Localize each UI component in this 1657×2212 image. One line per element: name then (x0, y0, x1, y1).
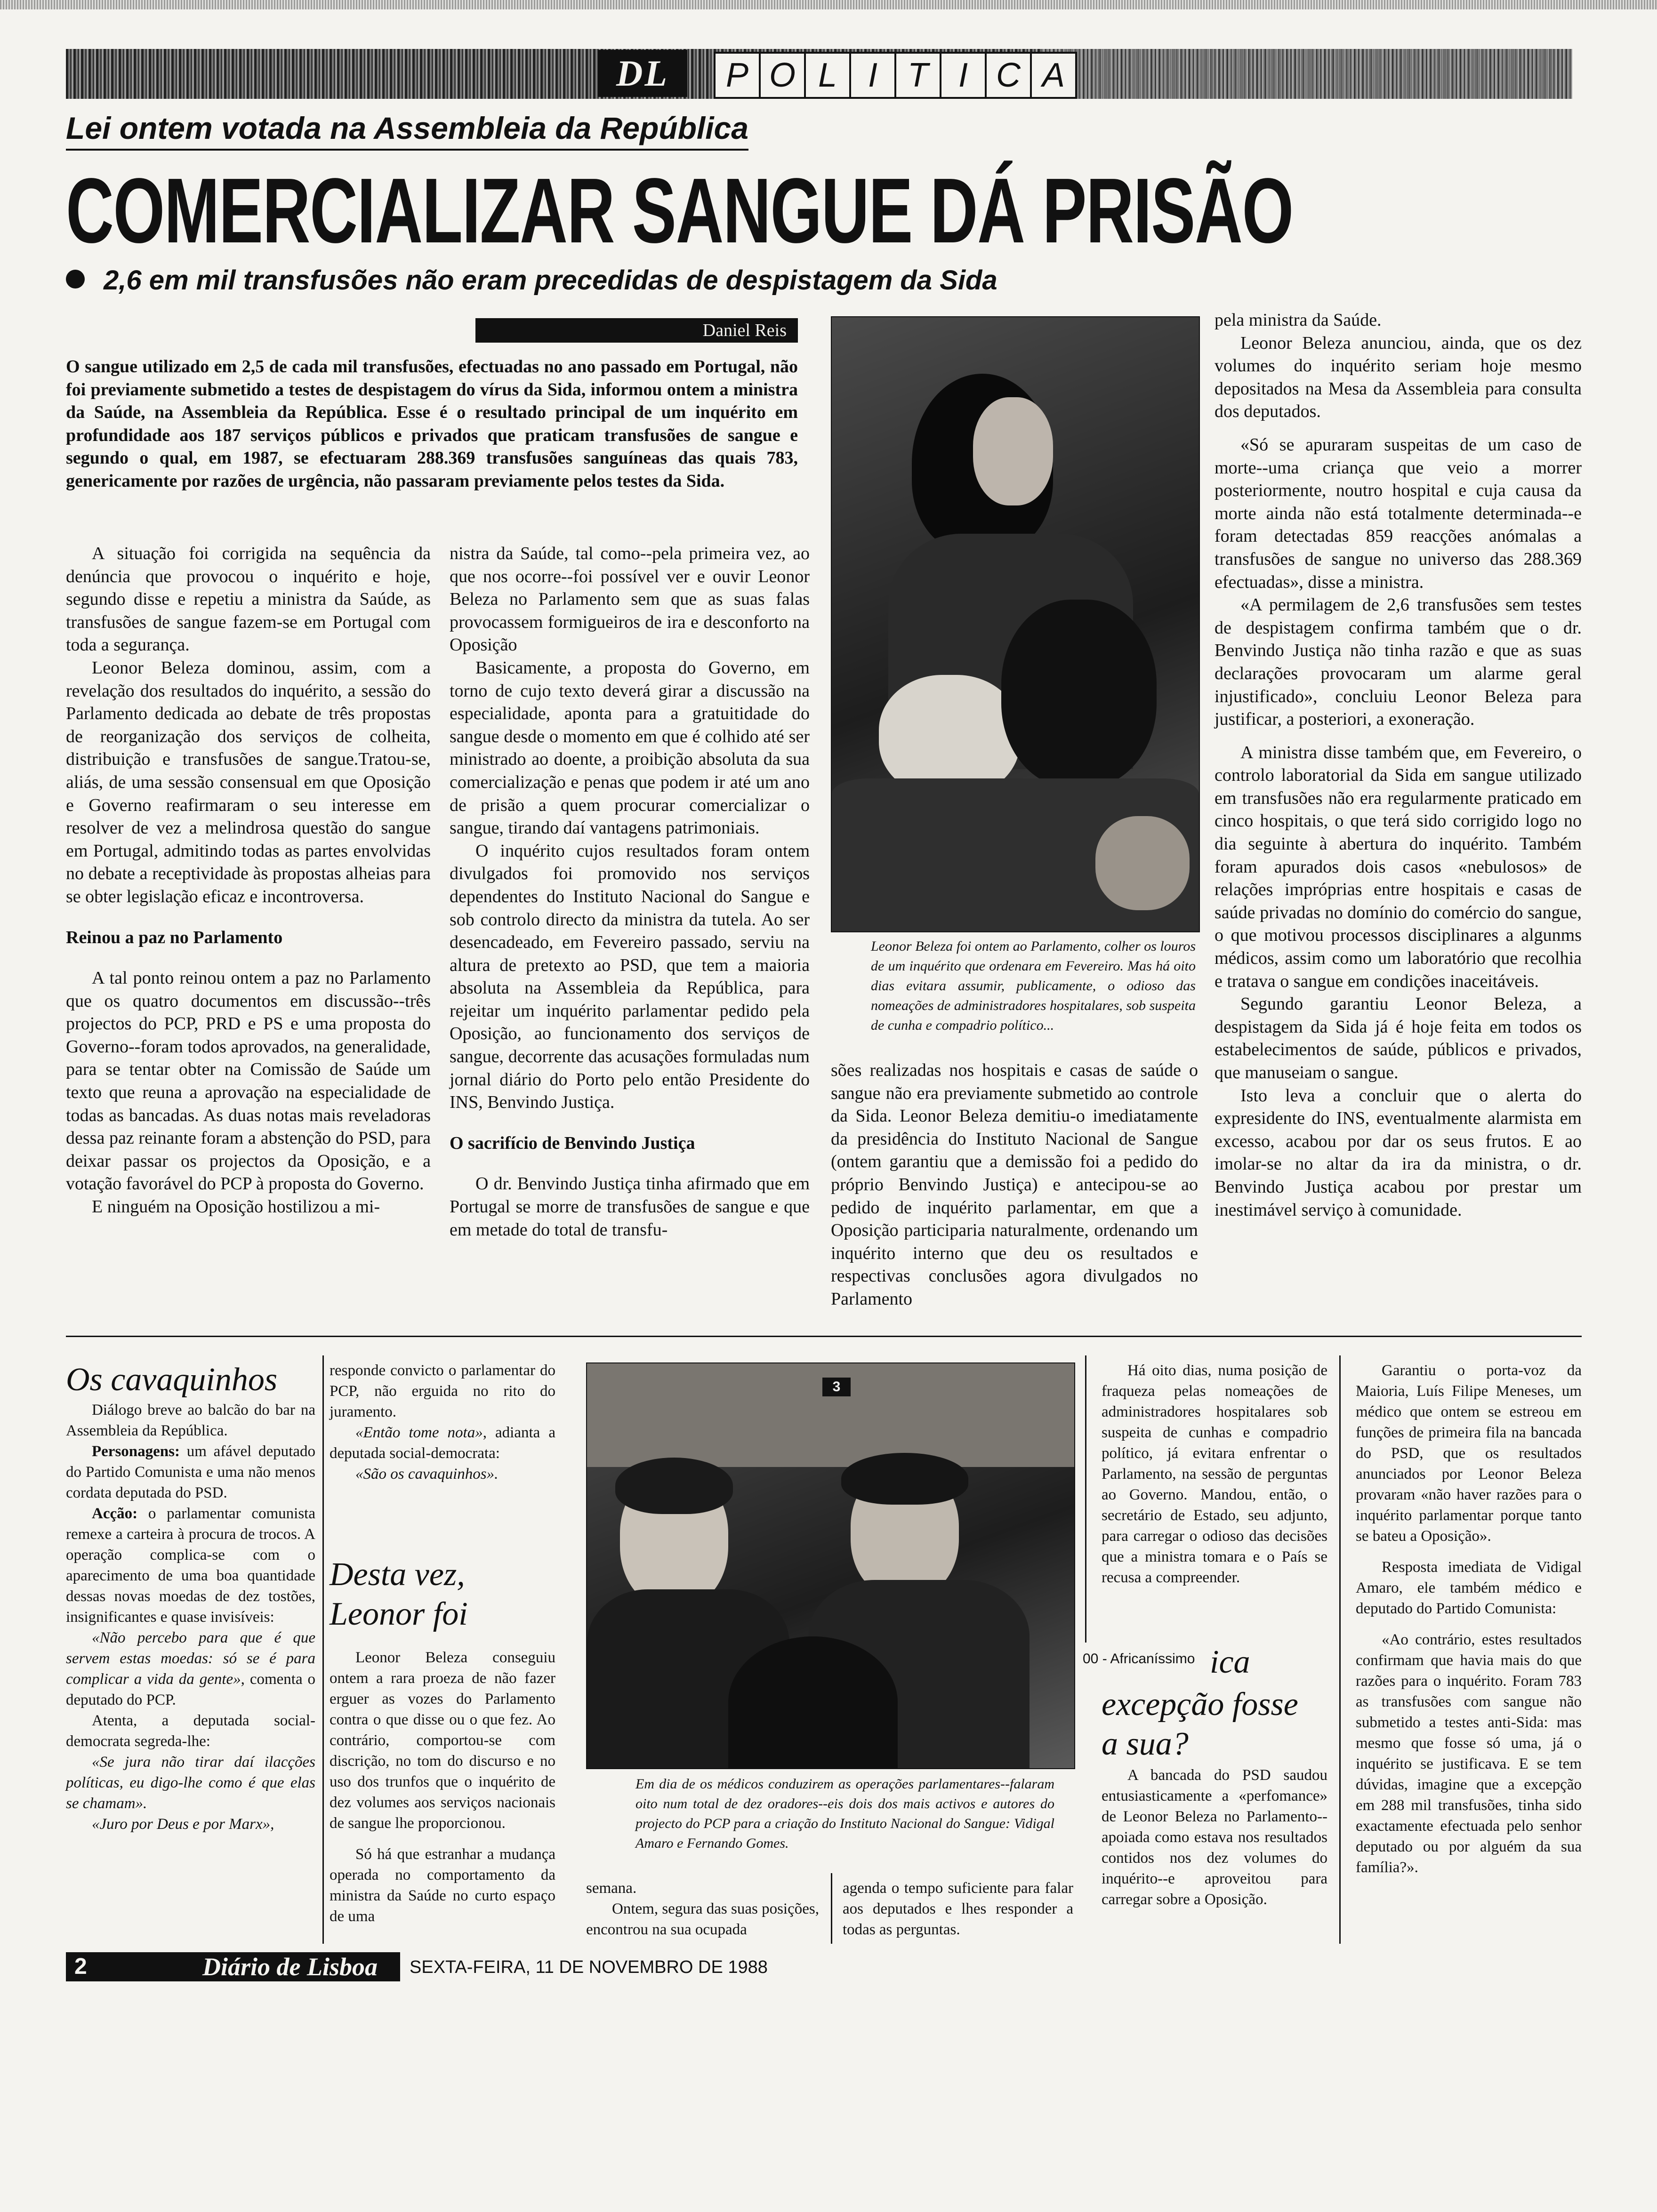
paragraph: «Juro por Deus e por Marx», (92, 1816, 274, 1833)
column-divider (322, 1355, 324, 1944)
photo-deputies (586, 1362, 1075, 1769)
lead-paragraph: O sangue utilizado em 2,5 de cada mil transfusões, efectuadas no ano passado em Portugal, não foi previamente submetido a testes de despistagem do vírus da Sida, informou ontem a ministra da Saúde, na Assembleia da República. Esse é o resultado principal de um inquérito em profundidade aos 187 serviços públicos e privados que praticam transfusões de sangue e segundo o qual, em 1987, se efectuaram 288.369 transfusões sanguíneas das quais 783, genericamente por razões de urgência, não passaram previamente pelos testes da Sida. (66, 357, 798, 491)
paragraph: Ontem, segura das suas posições, encontrou na sua ocupada (586, 1900, 819, 1938)
section-letter: C (985, 52, 1032, 99)
subheading: O sacrifício de Benvindo Justiça (450, 1133, 695, 1153)
paragraph (66, 1627, 315, 1710)
paragraph: Só há que estranhar a mudança operada no comportamento da ministra da Saúde no curto espaço de uma (330, 1846, 555, 1925)
column-divider (1085, 1355, 1086, 1643)
paragraph: E ninguém na Oposição hostilizou a mi- (92, 1197, 380, 1217)
text: um afável deputado do Partido Comunista e uma não menos cordata deputada do PSD. (66, 1443, 315, 1501)
paragraph: A tal ponto reinou ontem a paz no Parlamento que os quatro documentos em discussão--três projectos do PCP, PRD e PS e uma proposta do Governo--foram todos aprovados, na generalidade, para se tentar obter na Comissão de Saúde um texto que reuna a aprovação na especialidade de todas as bancadas. As duas notas mais reveladoras dessa paz reinante foram a abstenção do PSD, para deixar passar os projectos da Oposição, e a votação favorável do PCP à proposta do Governo. (66, 968, 431, 1194)
paragraph: «A permilagem de 2,6 transfusões sem testes de despistagem confirma também que o dr. Benvindo Justiça não tinha razão e que as suas declarações provocaram um alarme geral injustificado», concluiu Leonor Beleza para justificar, a posteriori, a exoneração. (1215, 595, 1582, 729)
paragraph: A situação foi corrigida na sequência da denúncia que provocou o inquérito e hoje, segundo disse e repetiu a ministra da Saúde, as transfusões de sangue fazem-se em Portugal com toda a segurança. (66, 544, 431, 655)
seat-number: 3 (822, 1378, 851, 1396)
section-letter: A (1030, 52, 1077, 99)
paragraph: Garantiu o porta-voz da Maioria, Luís Filipe Meneses, um médico que ontem se estreou em funções de primeira fila na bancada do PSD, que os resultados anunciados por Leonor Beleza provaram «não haver razões para o inquérito parlamentar porque tanto se bateu a Oposição». (1356, 1362, 1582, 1545)
column-divider (831, 1873, 832, 1944)
paragraph: Leonor Beleza dominou, assim, com a revelação dos resultados do inquérito, a sessão do Parlamento dedicada ao debate de três propostas de reorganização dos serviços de colheita, distribuição e transfusões de sangue.Tratou-se, aliás, de uma sessão consensual em que Oposição e Governo reafirmaram o seu interesse em resolver de vez a melindrosa questão do sangue em Portugal, admitindo todas as partes envolvidas no debate a receptividade às propostas alheias para se obter legislação eficaz e incontroversa. (66, 657, 431, 906)
sidebar-title-end: ica (1210, 1644, 1250, 1680)
paragraph: Resposta imediata de Vidigal Amaro, ele também médico e deputado do Partido Comunista: (1356, 1559, 1582, 1617)
paragraph: Basicamente, a proposta do Governo, em torno de cujo texto deverá girar a discussão na especialidade, aponta para a gratuitidade do sangue desde o momento em que é colhido até ser ministrado ao doente, a proibição absoluta da sua comercialização e penas que podem ir até um ano de prisão a quem procurar comercializar o sangue, tirando daí vantagens patrimoniais. (450, 657, 810, 838)
section-letter: T (894, 52, 941, 99)
paragraph (66, 1441, 315, 1503)
paragraph: «Só se apuraram suspeitas de um caso de morte--uma criança que veio a morrer posteriormente, noutro hospital e cuja causa da morte ainda não está totalmente determinada--e foram detectadas 859 reacções anómalas a transfusões de sangue no universo das 288.369 efectuadas», disse a ministra. (1215, 434, 1582, 592)
paragraph: «Ao contrário, estes resultados confirmam que havia mais do que razões para o inquérito. Foram 783 as transfusões com sangue não submetido a testes anti-Sida: mas mesmo que fosse só uma, já o inquérito se justificava. E se tem dúvidas, imagine que a excepção em 288 mil transfusões, tinha sido exactamente efectuada pelo senhor deputado ou por alguém da sua família?». (1356, 1631, 1582, 1876)
footer-bar (66, 1952, 400, 1981)
section-band-right (1040, 49, 1572, 99)
desta-vez-cont (586, 1878, 819, 1940)
text: , adianta a deputada social-democrata: (330, 1424, 555, 1462)
paragraph: sões realizadas nos hospitais e casas de saúde o sangue não era previamente submetido ao controle da Sida. Leonor Beleza demitiu-o imediatamente da presidência do Instituto Nacional de Sangue (ontem garantiu que a demissão foi a pedido do próprio Benvindo Justiça) e antecipou-se ao pedido de inquérito parlamentar, em que a Oposição participaria naturalmente, ordenando um inquérito interno que deu os resultados e respectivas conclusões agora divulgados no Parlamento (831, 1060, 1198, 1309)
article-column-2 (450, 542, 810, 1241)
text: , comenta o deputado do PCP. (66, 1671, 315, 1708)
kicker: Lei ontem votada na Assembleia da República (66, 109, 748, 151)
masthead: Diário de Lisboa (202, 1953, 378, 1981)
quote: «Então tome nota» (355, 1424, 483, 1441)
paragraph: pela ministra da Saúde. (1215, 310, 1382, 330)
article-column-3 (831, 1059, 1198, 1311)
cut-fragment: 00 - Africaníssimo (1083, 1651, 1195, 1667)
desta-vez-cont-2 (843, 1878, 1073, 1940)
sidebar-title: Os cavaquinhos (66, 1362, 278, 1398)
photo2-caption: Em dia de os médicos conduzirem as operações parlamentares--falaram oito num total de dez oradores--eis dois dos mais activos e autores do projecto do PCP para a criação do Instituto Nacional do Sangue: Vidigal Amaro e Fernando Gomes. (635, 1776, 1054, 1851)
section-divider (66, 1336, 1582, 1337)
section-letter: O (759, 52, 806, 99)
paragraph: nistra da Saúde, tal como--pela primeira vez, ao que nos ocorre--foi possível ver e ouvir Leonor Beleza no Parlamento sem que as suas falas provocassem formigueiros de ira e desconforto na Oposição (450, 544, 810, 655)
paragraph (330, 1422, 555, 1464)
quote: «Não percebo para que é que servem estas moedas: só se é para complicar a vida da gente» (66, 1629, 315, 1688)
sidebar-title: excepção fosse a sua? (1102, 1686, 1298, 1762)
dl-logo: DL (598, 50, 687, 97)
paragraph: Leonor Beleza anunciou, ainda, que os dez volumes do inquérito seriam hoje mesmo depositados na Mesa da Assembleia para consulta dos deputados. (1215, 333, 1582, 422)
paragraph: Isto leva a concluir que o alerta do expresidente do INS, eventualmente alarmista em excesso, acabou por dar os seus frutos. E ao imolar-se no altar da ira da ministra, o dr. Benvindo Justiça acabou por prestar um inestimável serviço à comunidade. (1215, 1085, 1582, 1220)
paragraph: «São os cavaquinhos». (355, 1466, 499, 1483)
paragraph: A bancada do PSD saudou entusiasticamente a «perfomance» de Leonor Beleza no Parlamento--apoiada como estava nos resultados contidos nos dez volumes do inquérito--e aproveitou para carregar sobre a Oposição. (1102, 1767, 1327, 1908)
oito-dias-column (1102, 1360, 1327, 1588)
paragraph: Atenta, a deputada social-democrata segreda-lhe: (66, 1712, 315, 1750)
text: o parlamentar comunista remexe a carteira à procura de trocos. A operação complica-se com o aparecimento de uma boa quantidade dessas novas moedas de dez tostões, insignificantes e quase invisíveis: (66, 1505, 315, 1626)
article-column-1 (66, 542, 431, 1218)
paragraph: responde convicto o parlamentar do PCP, não erguida no rito do juramento. (330, 1362, 555, 1420)
paragraph: O inquérito cujos resultados foram ontem divulgados foi promovido nos serviços dependentes do Instituto Nacional do Sangue e sob controlo directo da ministra da tutela. Ao ser desencadeado, em Fevereiro passado, serviu na altura de pretexto ao PSD, que tem a maioria absoluta na Assembleia da República, para rejeitar um inquérito parlamentar pedido pela Oposição, ao funcionamento dos serviços de sangue, decorrente das acusações formuladas num jornal diário do Porto pelo então Presidente do INS, Benvindo Justiça. (450, 841, 810, 1113)
page-number: 2 (74, 1954, 87, 1979)
paragraph: O dr. Benvindo Justiça tinha afirmado que em Portugal se morre de transfusões de sangue e que em metade do total de transfu- (450, 1174, 810, 1240)
label: Acção: (92, 1505, 138, 1522)
paragraph: «Se jura não tirar daí ilacções políticas, eu digo-lhe como é que elas se chamam». (66, 1754, 315, 1812)
label: Personagens: (92, 1443, 180, 1460)
section-title-politica (716, 52, 1077, 95)
section-letter: I (940, 52, 987, 99)
sidebar-cavaquinhos (66, 1360, 315, 1835)
headline: COMERCIALIZAR SANGUE DÁ PRISÃO (66, 159, 1293, 262)
paragraph (66, 1503, 315, 1627)
paragraph: Há oito dias, numa posição de fraqueza pelas nomeações de administradores hospitalares sob suspeita de cunhas e compadrio político, já evitara enfrentar o Parlamento, na sessão de perguntas ao Governo. Mandou, então, o secretário de Estado, seu adjunto, para carregar o odioso das decisões que a ministra tomara e o País se recusa a compreender. (1102, 1362, 1327, 1586)
excepcao-column (1102, 1765, 1327, 1910)
paragraph: agenda o tempo suficiente para falar aos deputados e lhes responder a todas as perguntas. (843, 1880, 1073, 1938)
column-divider (1339, 1355, 1341, 1944)
photo-leonor-beleza (831, 316, 1200, 932)
paragraph: Segundo garantiu Leonor Beleza, a despistagem da Sida já é hoje feita em todos os estabelecimentos de saúde, públicos e privados, que manuseiam o sangue. (1215, 994, 1582, 1082)
paragraph: A ministra disse também que, em Fevereiro, o controlo laboratorial da Sida em sangue utilizado em transfusões não era regularmente praticado em cinco hospitais, o que terá sido corrigido logo no dia seguinte à abertura do inquérito. Também foram apurados dois casos «nebulosos» de relações impróprias entre hospitais e casas de saúde privadas no domínio do comércio do sangue, o que motivou processos disciplinares a algunms médicos, assim como um laboratório que recolhia e tratava o sangue em condições inaceitáveis. (1215, 742, 1582, 991)
footer-date: SEXTA-FEIRA, 11 DE NOVEMBRO DE 1988 (410, 1957, 768, 1977)
byline: Daniel Reis (475, 318, 798, 343)
section-letter: I (849, 52, 896, 99)
section-letter: L (804, 52, 851, 99)
paragraph: Diálogo breve ao balcão do bar na Assembleia da República. (66, 1402, 315, 1439)
paragraph: Leonor Beleza conseguiu ontem a rara proeza de não fazer erguer as vozes do Parlamento contra o que disse ou o que fez. Ao contrário, comportou-se com discrição, no tom do discurso e no uso dos trunfos que o inquérito de dez volumes aos serviços nacionais de sangue lhe proporcionou. (330, 1649, 555, 1832)
garantiu-column (1356, 1360, 1582, 1878)
section-letter: P (714, 52, 761, 99)
sidebar-title: Desta vez, Leonor foi (330, 1556, 468, 1632)
top-edge-strip (0, 0, 1657, 9)
paragraph: semana. (586, 1880, 637, 1897)
subhead (66, 264, 997, 297)
sidebar-cavaquinhos-cont (330, 1360, 555, 1927)
bullet-icon (66, 270, 85, 289)
photo1-caption: Leonor Beleza foi ontem ao Parlamento, colher os louros de um inquérito que ordenara em Fevereiro. Mas há oito dias evitara assumir, publicamente, o odioso das nomeações de administradores hospitalares, sob suspeita de cunha e compadrio político... (871, 938, 1196, 1033)
subhead-text: 2,6 em mil transfusões não eram precedidas de despistagem da Sida (104, 265, 997, 296)
article-column-4 (1215, 309, 1582, 1221)
subheading: Reinou a paz no Parlamento (66, 927, 283, 947)
